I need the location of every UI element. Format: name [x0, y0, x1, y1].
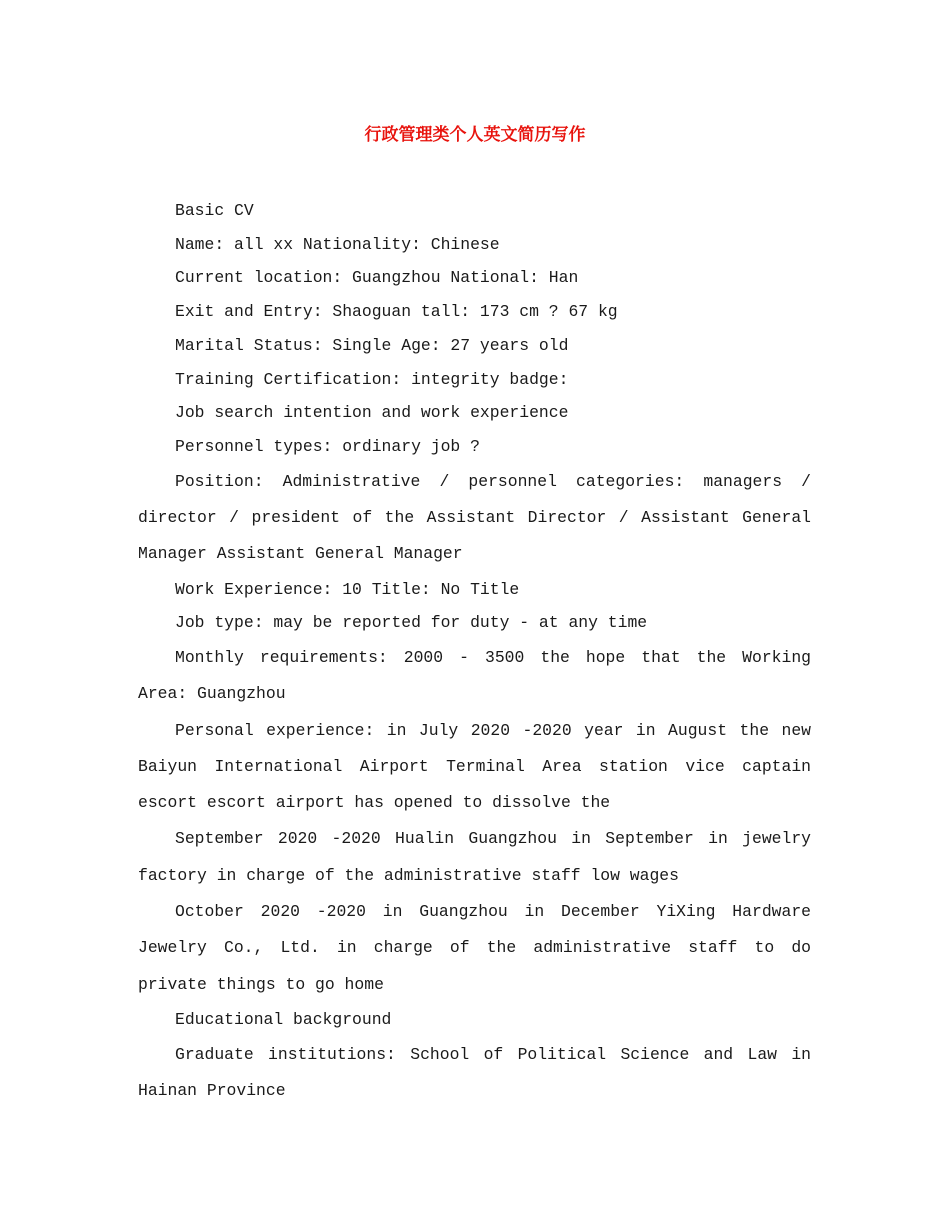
- paragraph-educational-background: Educational background: [175, 1009, 392, 1029]
- paragraph-october-experience: October 2020 -2020 in Guangzhou in December YiXing Hardware Jewelry Co., Ltd. in charge of the administrative staff to do private things to go home: [138, 902, 811, 994]
- paragraph-training-certification: Training Certification: integrity badge:: [175, 369, 569, 389]
- document-body: [138, 194, 811, 1109]
- paragraph-current-location: Current location: Guangzhou National: Han: [175, 268, 579, 288]
- paragraph-graduate-institutions: Graduate institutions: School of Political Science and Law in Hainan Province: [138, 1044, 811, 1100]
- paragraph-personal-experience: Personal experience: in July 2020 -2020 year in August the new Baiyun International Airport Terminal Area station vice captain escort escort airport has opened to dissolve the: [138, 720, 811, 813]
- paragraph-monthly-requirements: Monthly requirements: 2000 - 3500 the hope that the Working Area: Guangzhou: [138, 647, 811, 704]
- paragraph-exit-entry: Exit and Entry: Shaoguan tall: 173 cm ? 67 kg: [175, 302, 618, 322]
- paragraph-job-type: Job type: may be reported for duty - at any time: [175, 613, 648, 633]
- paragraph-name: Name: all xx Nationality: Chinese: [175, 234, 500, 254]
- paragraph-work-experience: Work Experience: 10 Title: No Title: [175, 579, 520, 599]
- paragraph-september-experience: September 2020 -2020 Hualin Guangzhou in September in jewelry factory in charge of the administrative staff low wages: [138, 829, 811, 885]
- document-title: 行政管理类个人英文简历写作: [364, 125, 586, 145]
- paragraph-position: Position: Administrative / personnel categories: managers / director / president of the Assistant Director / Assistant General Manager Assistant General Manager: [138, 471, 811, 564]
- paragraph-basic-cv: Basic CV: [175, 201, 254, 220]
- paragraph-personnel-types: Personnel types: ordinary job ?: [175, 436, 480, 456]
- paragraph-marital-status: Marital Status: Single Age: 27 years old: [175, 335, 569, 355]
- paragraph-job-search-heading: Job search intention and work experience: [175, 403, 569, 423]
